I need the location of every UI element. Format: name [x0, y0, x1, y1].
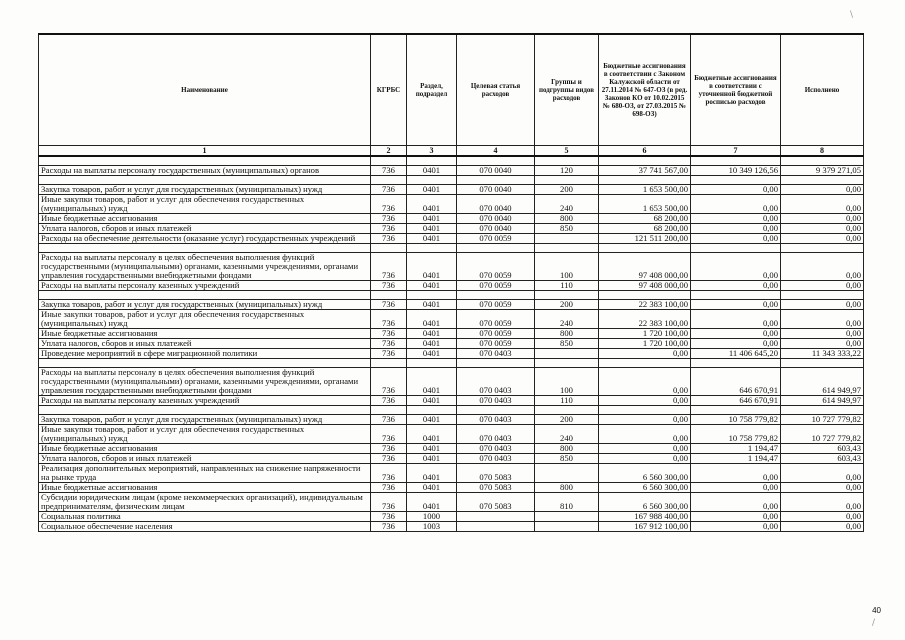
- row-kgrbs: 736: [371, 329, 407, 339]
- row-refined-amount: 10 758 779,82: [691, 425, 781, 444]
- row-executed-amount: 614 949,97: [781, 368, 864, 396]
- row-kgrbs: 736: [371, 483, 407, 493]
- row-refined-amount: 11 406 645,20: [691, 349, 781, 359]
- row-name: Уплата налогов, сборов и иных платежей: [39, 339, 371, 349]
- row-executed-amount: 0,00: [781, 214, 864, 224]
- spacer-cell: [535, 156, 599, 166]
- spacer-cell: [457, 291, 535, 300]
- table-row: [39, 522, 864, 532]
- spacer-cell: [407, 406, 457, 415]
- spacer-cell: [371, 359, 407, 368]
- spacer-row: [39, 156, 864, 166]
- row-vr: [535, 464, 599, 483]
- spacer-cell: [39, 359, 371, 368]
- row-name: Закупка товаров, работ и услуг для государственных (муниципальных) нужд: [39, 185, 371, 195]
- row-razdel: 0401: [407, 339, 457, 349]
- row-vr: 100: [535, 368, 599, 396]
- row-refined-amount: 0,00: [691, 464, 781, 483]
- row-name: Закупка товаров, работ и услуг для государственных (муниципальных) нужд: [39, 415, 371, 425]
- row-refined-amount: 0,00: [691, 329, 781, 339]
- row-vr: 240: [535, 310, 599, 329]
- row-law-amount: 1 653 500,00: [599, 195, 691, 214]
- table-row: [39, 339, 864, 349]
- row-vr: 850: [535, 224, 599, 234]
- row-refined-amount: 10 758 779,82: [691, 415, 781, 425]
- row-name: Иные бюджетные ассигнования: [39, 444, 371, 454]
- row-refined-amount: 0,00: [691, 339, 781, 349]
- row-razdel: 0401: [407, 185, 457, 195]
- row-vr: 800: [535, 444, 599, 454]
- spacer-row: [39, 291, 864, 300]
- row-csr: 070 0403: [457, 454, 535, 464]
- row-vr: 850: [535, 454, 599, 464]
- spacer-cell: [407, 176, 457, 185]
- row-kgrbs: 736: [371, 396, 407, 406]
- table-row: [39, 444, 864, 454]
- row-law-amount: 0,00: [599, 396, 691, 406]
- row-name: Расходы на выплаты персоналу государственных (муниципальных) органов: [39, 166, 371, 176]
- row-razdel: 0401: [407, 444, 457, 454]
- row-razdel: 0401: [407, 483, 457, 493]
- row-executed-amount: 0,00: [781, 253, 864, 281]
- spacer-cell: [407, 291, 457, 300]
- row-law-amount: 0,00: [599, 415, 691, 425]
- row-razdel: 0401: [407, 166, 457, 176]
- table-header-row: [39, 34, 864, 146]
- row-executed-amount: 10 727 779,82: [781, 425, 864, 444]
- spacer-row: [39, 359, 864, 368]
- row-csr: 070 0403: [457, 425, 535, 444]
- row-name: Уплата налогов, сборов и иных платежей: [39, 454, 371, 464]
- row-kgrbs: 736: [371, 281, 407, 291]
- row-executed-amount: 0,00: [781, 195, 864, 214]
- row-refined-amount: 1 194,47: [691, 454, 781, 464]
- row-csr: [457, 512, 535, 522]
- spacer-cell: [457, 244, 535, 253]
- row-law-amount: 1 720 100,00: [599, 329, 691, 339]
- row-executed-amount: 603,43: [781, 454, 864, 464]
- row-kgrbs: 736: [371, 224, 407, 234]
- table-row: [39, 349, 864, 359]
- header-name: Наименование: [39, 34, 371, 146]
- table-row: [39, 253, 864, 281]
- row-vr: 240: [535, 195, 599, 214]
- row-csr: 070 0403: [457, 368, 535, 396]
- table-row: [39, 396, 864, 406]
- spacer-cell: [781, 244, 864, 253]
- header-done: Исполнено: [781, 34, 864, 146]
- row-kgrbs: 736: [371, 185, 407, 195]
- row-vr: 200: [535, 185, 599, 195]
- spacer-cell: [535, 359, 599, 368]
- row-executed-amount: 0,00: [781, 339, 864, 349]
- row-vr: 110: [535, 396, 599, 406]
- row-kgrbs: 736: [371, 425, 407, 444]
- spacer-cell: [691, 359, 781, 368]
- row-refined-amount: 646 670,91: [691, 396, 781, 406]
- row-refined-amount: 0,00: [691, 512, 781, 522]
- row-razdel: 0401: [407, 464, 457, 483]
- spacer-cell: [39, 244, 371, 253]
- spacer-cell: [599, 359, 691, 368]
- budget-table: [38, 33, 864, 532]
- row-name: Иные закупки товаров, работ и услуг для обеспечения государственных (муниципальных) нужд: [39, 195, 371, 214]
- row-kgrbs: 736: [371, 464, 407, 483]
- row-executed-amount: 614 949,97: [781, 396, 864, 406]
- row-csr: 070 0403: [457, 444, 535, 454]
- row-csr: 070 5083: [457, 464, 535, 483]
- row-name: Расходы на выплаты персоналу в целях обеспечения выполнения функций государственными (муниципальными) органами, казенными учреждениями, органами управления государственными внебюджетными фондами: [39, 368, 371, 396]
- row-name: Расходы на обеспечение деятельности (оказание услуг) государственных учреждений: [39, 234, 371, 244]
- row-razdel: 0401: [407, 224, 457, 234]
- row-law-amount: 6 560 300,00: [599, 493, 691, 512]
- column-number-row: [39, 146, 864, 157]
- row-csr: 070 0040: [457, 185, 535, 195]
- row-razdel: 0401: [407, 195, 457, 214]
- row-refined-amount: 0,00: [691, 522, 781, 532]
- spacer-cell: [39, 406, 371, 415]
- spacer-cell: [691, 156, 781, 166]
- row-kgrbs: 736: [371, 415, 407, 425]
- spacer-cell: [371, 156, 407, 166]
- row-name: Социальное обеспечение населения: [39, 522, 371, 532]
- col-number: 8: [781, 146, 864, 157]
- row-law-amount: 0,00: [599, 349, 691, 359]
- row-vr: 120: [535, 166, 599, 176]
- header-vr: Группы и подгруппы видов расходов: [535, 34, 599, 146]
- row-vr: 240: [535, 425, 599, 444]
- row-kgrbs: 736: [371, 166, 407, 176]
- table-row: [39, 454, 864, 464]
- row-law-amount: 22 383 100,00: [599, 300, 691, 310]
- row-law-amount: 97 408 000,00: [599, 253, 691, 281]
- col-number: 5: [535, 146, 599, 157]
- row-kgrbs: 736: [371, 522, 407, 532]
- table-row: [39, 281, 864, 291]
- row-csr: 070 0059: [457, 253, 535, 281]
- spacer-cell: [39, 291, 371, 300]
- spacer-cell: [457, 359, 535, 368]
- table-row: [39, 185, 864, 195]
- row-csr: 070 0059: [457, 234, 535, 244]
- row-name: Иные закупки товаров, работ и услуг для обеспечения государственных (муниципальных) нужд: [39, 310, 371, 329]
- row-razdel: 0401: [407, 493, 457, 512]
- row-law-amount: 6 560 300,00: [599, 464, 691, 483]
- row-vr: 100: [535, 253, 599, 281]
- spacer-cell: [781, 156, 864, 166]
- row-razdel: 0401: [407, 329, 457, 339]
- row-csr: 070 5083: [457, 483, 535, 493]
- row-vr: 810: [535, 493, 599, 512]
- row-executed-amount: 603,43: [781, 444, 864, 454]
- row-executed-amount: 0,00: [781, 224, 864, 234]
- table-row: [39, 425, 864, 444]
- row-kgrbs: 736: [371, 454, 407, 464]
- spacer-cell: [599, 244, 691, 253]
- row-kgrbs: 736: [371, 512, 407, 522]
- spacer-cell: [781, 291, 864, 300]
- row-kgrbs: 736: [371, 253, 407, 281]
- table-row: [39, 234, 864, 244]
- row-kgrbs: 736: [371, 234, 407, 244]
- row-razdel: 0401: [407, 368, 457, 396]
- table-row: [39, 415, 864, 425]
- row-razdel: 0401: [407, 234, 457, 244]
- col-number: 7: [691, 146, 781, 157]
- row-vr: 200: [535, 300, 599, 310]
- spacer-cell: [371, 406, 407, 415]
- row-name: Иные бюджетные ассигнования: [39, 483, 371, 493]
- col-number: 3: [407, 146, 457, 157]
- row-name: Реализация дополнительных мероприятий, направленных на снижение напряженности на рынке труда: [39, 464, 371, 483]
- row-csr: 070 0059: [457, 310, 535, 329]
- spacer-cell: [691, 406, 781, 415]
- table-body: [39, 156, 864, 532]
- row-razdel: 0401: [407, 300, 457, 310]
- row-vr: 800: [535, 214, 599, 224]
- header-law: Бюджетные ассигнования в соответствии с Законом Калужской области от 27.11.2014 № 647-ОЗ (в ред. Законов КО от 10.02.2015 № 680-ОЗ, от 27.03.2015 № 698-ОЗ): [599, 34, 691, 146]
- row-executed-amount: 0,00: [781, 483, 864, 493]
- spacer-cell: [781, 359, 864, 368]
- row-csr: 070 0040: [457, 214, 535, 224]
- row-law-amount: 121 511 200,00: [599, 234, 691, 244]
- scan-mark: \: [850, 10, 854, 20]
- page-number: 40: [872, 606, 881, 615]
- table-row: [39, 368, 864, 396]
- row-refined-amount: 1 194,47: [691, 444, 781, 454]
- row-csr: 070 5083: [457, 493, 535, 512]
- spacer-cell: [407, 156, 457, 166]
- row-vr: [535, 349, 599, 359]
- row-csr: 070 0403: [457, 396, 535, 406]
- row-executed-amount: 11 343 333,22: [781, 349, 864, 359]
- row-csr: 070 0403: [457, 349, 535, 359]
- table-row: [39, 329, 864, 339]
- col-number: 1: [39, 146, 371, 157]
- row-kgrbs: 736: [371, 368, 407, 396]
- spacer-cell: [457, 176, 535, 185]
- table-row: [39, 224, 864, 234]
- spacer-cell: [599, 176, 691, 185]
- row-vr: 850: [535, 339, 599, 349]
- row-name: Иные закупки товаров, работ и услуг для обеспечения государственных (муниципальных) нужд: [39, 425, 371, 444]
- row-executed-amount: 0,00: [781, 329, 864, 339]
- row-kgrbs: 736: [371, 493, 407, 512]
- row-kgrbs: 736: [371, 310, 407, 329]
- row-name: Расходы на выплаты персоналу казенных учреждений: [39, 281, 371, 291]
- spacer-cell: [691, 244, 781, 253]
- row-refined-amount: 0,00: [691, 253, 781, 281]
- row-executed-amount: 0,00: [781, 522, 864, 532]
- row-razdel: 0401: [407, 396, 457, 406]
- spacer-cell: [39, 156, 371, 166]
- row-csr: [457, 522, 535, 532]
- row-razdel: 1003: [407, 522, 457, 532]
- spacer-cell: [39, 176, 371, 185]
- row-razdel: 0401: [407, 253, 457, 281]
- row-name: Проведение мероприятий в сфере миграционной политики: [39, 349, 371, 359]
- row-executed-amount: 9 379 271,05: [781, 166, 864, 176]
- table-row: [39, 464, 864, 483]
- row-refined-amount: 0,00: [691, 493, 781, 512]
- row-law-amount: 167 912 100,00: [599, 522, 691, 532]
- row-refined-amount: 0,00: [691, 214, 781, 224]
- row-vr: [535, 522, 599, 532]
- row-vr: 110: [535, 281, 599, 291]
- row-csr: 070 0059: [457, 281, 535, 291]
- row-law-amount: 68 200,00: [599, 224, 691, 234]
- row-name: Иные бюджетные ассигнования: [39, 214, 371, 224]
- row-executed-amount: 0,00: [781, 493, 864, 512]
- spacer-cell: [781, 176, 864, 185]
- spacer-cell: [781, 406, 864, 415]
- row-kgrbs: 736: [371, 444, 407, 454]
- budget-table-sheet: [38, 33, 863, 532]
- row-refined-amount: 10 349 126,56: [691, 166, 781, 176]
- row-refined-amount: 0,00: [691, 281, 781, 291]
- row-csr: 070 0403: [457, 415, 535, 425]
- row-executed-amount: 0,00: [781, 234, 864, 244]
- row-kgrbs: 736: [371, 300, 407, 310]
- row-kgrbs: 736: [371, 339, 407, 349]
- row-law-amount: 68 200,00: [599, 214, 691, 224]
- row-refined-amount: 0,00: [691, 195, 781, 214]
- table-row: [39, 214, 864, 224]
- row-executed-amount: 0,00: [781, 512, 864, 522]
- row-razdel: 0401: [407, 415, 457, 425]
- row-law-amount: 0,00: [599, 454, 691, 464]
- row-executed-amount: 0,00: [781, 464, 864, 483]
- table-row: [39, 166, 864, 176]
- row-razdel: 1000: [407, 512, 457, 522]
- row-razdel: 0401: [407, 425, 457, 444]
- row-law-amount: 1 720 100,00: [599, 339, 691, 349]
- row-refined-amount: 0,00: [691, 483, 781, 493]
- table-row: [39, 483, 864, 493]
- row-executed-amount: 0,00: [781, 310, 864, 329]
- row-name: Социальная политика: [39, 512, 371, 522]
- row-law-amount: 97 408 000,00: [599, 281, 691, 291]
- spacer-cell: [691, 291, 781, 300]
- row-razdel: 0401: [407, 310, 457, 329]
- spacer-cell: [457, 406, 535, 415]
- spacer-cell: [407, 359, 457, 368]
- row-executed-amount: 0,00: [781, 185, 864, 195]
- row-vr: [535, 234, 599, 244]
- row-csr: 070 0040: [457, 166, 535, 176]
- row-law-amount: 37 741 567,00: [599, 166, 691, 176]
- spacer-cell: [599, 156, 691, 166]
- spacer-cell: [371, 176, 407, 185]
- header-refined: Бюджетные ассигнования в соответствии с уточненной бюджетной росписью расходов: [691, 34, 781, 146]
- spacer-cell: [407, 244, 457, 253]
- col-number: 2: [371, 146, 407, 157]
- row-kgrbs: 736: [371, 349, 407, 359]
- row-law-amount: 0,00: [599, 368, 691, 396]
- row-refined-amount: 0,00: [691, 310, 781, 329]
- header-razdel: Раздел, подраздел: [407, 34, 457, 146]
- spacer-cell: [599, 406, 691, 415]
- row-csr: 070 0040: [457, 195, 535, 214]
- col-number: 4: [457, 146, 535, 157]
- spacer-cell: [371, 291, 407, 300]
- row-kgrbs: 736: [371, 214, 407, 224]
- spacer-cell: [535, 406, 599, 415]
- col-number: 6: [599, 146, 691, 157]
- row-razdel: 0401: [407, 281, 457, 291]
- row-razdel: 0401: [407, 349, 457, 359]
- row-vr: 800: [535, 483, 599, 493]
- row-law-amount: 0,00: [599, 425, 691, 444]
- row-name: Расходы на выплаты персоналу казенных учреждений: [39, 396, 371, 406]
- spacer-cell: [371, 244, 407, 253]
- spacer-cell: [457, 156, 535, 166]
- row-name: Иные бюджетные ассигнования: [39, 329, 371, 339]
- table-row: [39, 512, 864, 522]
- spacer-row: [39, 406, 864, 415]
- row-refined-amount: 0,00: [691, 224, 781, 234]
- row-kgrbs: 736: [371, 195, 407, 214]
- row-law-amount: 6 560 300,00: [599, 483, 691, 493]
- spacer-cell: [535, 291, 599, 300]
- row-vr: 200: [535, 415, 599, 425]
- row-law-amount: 22 383 100,00: [599, 310, 691, 329]
- row-law-amount: 167 988 400,00: [599, 512, 691, 522]
- row-executed-amount: 0,00: [781, 300, 864, 310]
- row-razdel: 0401: [407, 214, 457, 224]
- row-refined-amount: 0,00: [691, 185, 781, 195]
- row-vr: [535, 512, 599, 522]
- table-row: [39, 493, 864, 512]
- row-name: Расходы на выплаты персоналу в целях обеспечения выполнения функций государственными (муниципальными) органами, казенными учреждениями, органами управления государственными внебюджетными фондами: [39, 253, 371, 281]
- spacer-cell: [535, 244, 599, 253]
- row-vr: 800: [535, 329, 599, 339]
- scan-mark: /: [872, 618, 876, 628]
- row-refined-amount: 0,00: [691, 234, 781, 244]
- table-row: [39, 300, 864, 310]
- row-executed-amount: 0,00: [781, 281, 864, 291]
- row-name: Закупка товаров, работ и услуг для государственных (муниципальных) нужд: [39, 300, 371, 310]
- row-csr: 070 0059: [457, 329, 535, 339]
- row-refined-amount: 646 670,91: [691, 368, 781, 396]
- row-law-amount: 1 653 500,00: [599, 185, 691, 195]
- header-kgrbs: КГРБС: [371, 34, 407, 146]
- row-csr: 070 0059: [457, 339, 535, 349]
- row-csr: 070 0040: [457, 224, 535, 234]
- spacer-row: [39, 244, 864, 253]
- spacer-row: [39, 176, 864, 185]
- row-csr: 070 0059: [457, 300, 535, 310]
- spacer-cell: [535, 176, 599, 185]
- table-row: [39, 310, 864, 329]
- spacer-cell: [691, 176, 781, 185]
- row-name: Субсидии юридическим лицам (кроме некоммерческих организаций), индивидуальным предпринимателям, физическим лицам: [39, 493, 371, 512]
- spacer-cell: [599, 291, 691, 300]
- row-name: Уплата налогов, сборов и иных платежей: [39, 224, 371, 234]
- header-csr: Целевая статья расходов: [457, 34, 535, 146]
- row-executed-amount: 10 727 779,82: [781, 415, 864, 425]
- row-refined-amount: 0,00: [691, 300, 781, 310]
- row-razdel: 0401: [407, 454, 457, 464]
- table-row: [39, 195, 864, 214]
- row-law-amount: 0,00: [599, 444, 691, 454]
